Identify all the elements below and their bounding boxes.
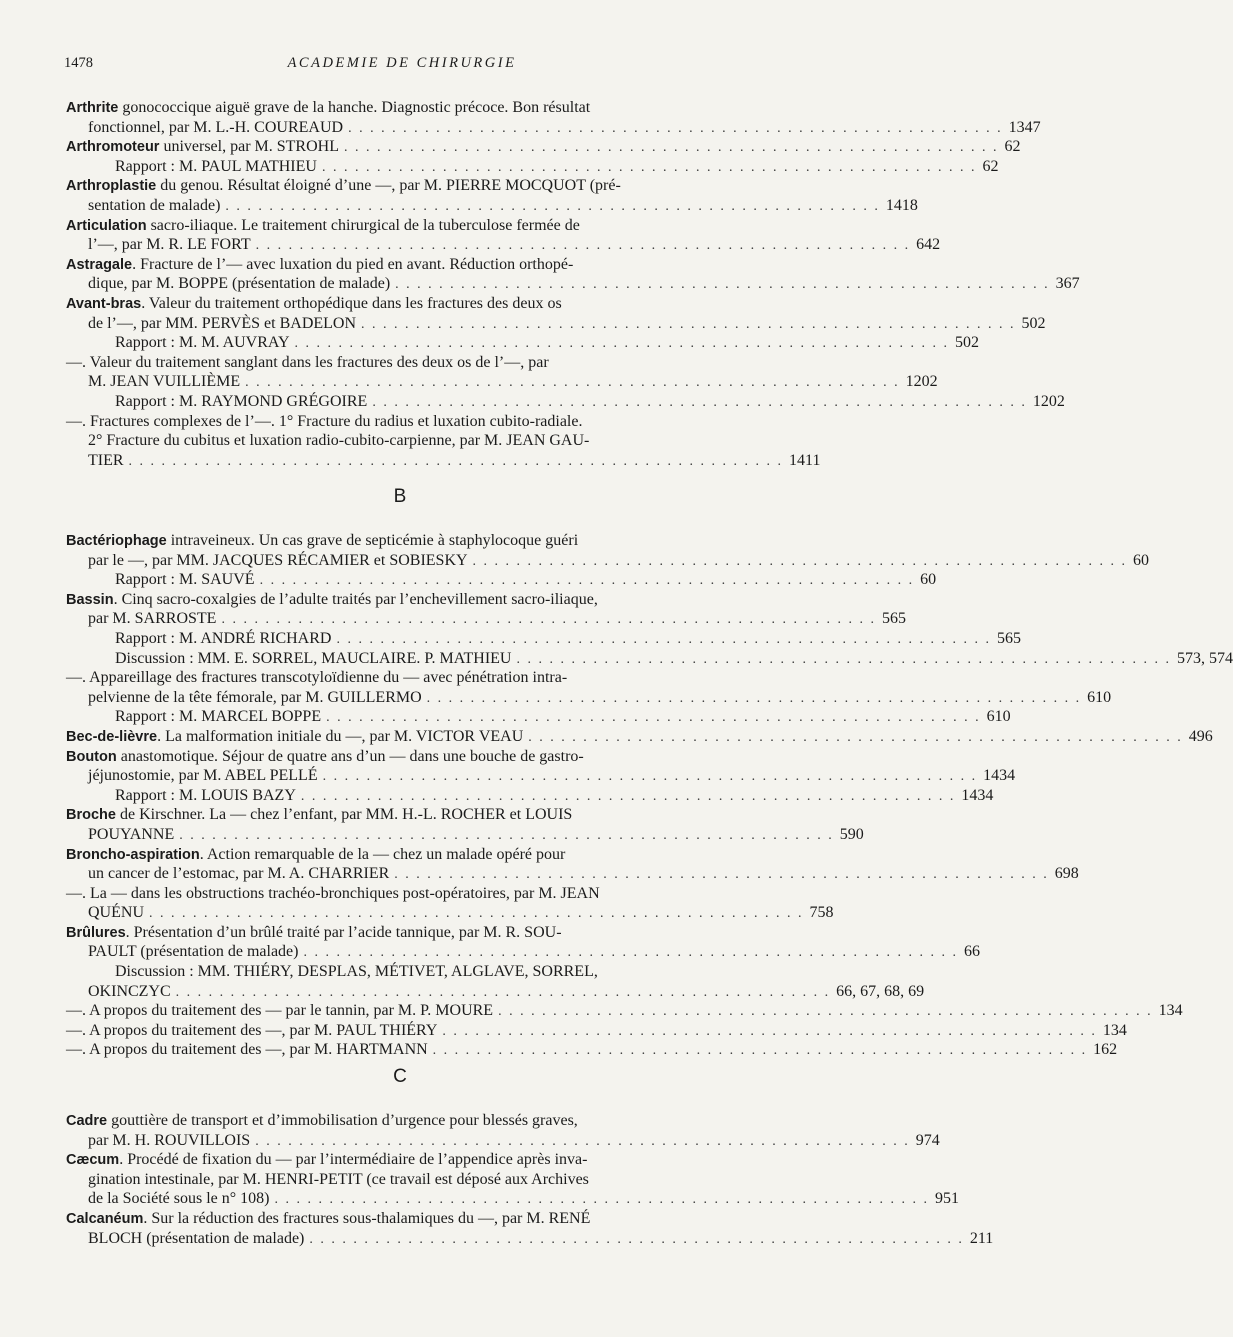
page-reference: 610 bbox=[1087, 688, 1112, 706]
page-reference: 1418 bbox=[885, 196, 918, 214]
entry-description: gonococcique aiguë grave de la hanche. Diagnostic précoce. Bon résultat bbox=[118, 99, 591, 116]
entry-text bbox=[88, 1229, 304, 1249]
entry-line bbox=[66, 766, 1016, 786]
dot-leader: . . . . . . . . . . . . . . . . . . . . . . . . . . . . . . . . . . . . . . . . . . . . . . . . . . . . . . . . . . . . bbox=[336, 631, 991, 647]
entry-line bbox=[66, 333, 980, 353]
entry-text bbox=[115, 570, 255, 590]
section-letter-c: C bbox=[393, 1066, 407, 1087]
dot-leader: . . . . . . . . . . . . . . . . . . . . . . . . . . . . . . . . . . . . . . . . . . . . . . . . . . . . . . . . . . . . bbox=[175, 984, 831, 1000]
entry-description: . Action remarquable de la — chez un malade opéré pour bbox=[199, 845, 566, 863]
entry-description: 2° Fracture du cubitus et luxation radio-cubito-carpienne, par M. JEAN GAU- bbox=[88, 432, 590, 450]
index-entry bbox=[66, 216, 941, 255]
page-reference: 496 bbox=[1188, 727, 1213, 745]
page-reference: 1434 bbox=[983, 767, 1016, 785]
index-entry bbox=[66, 747, 1016, 786]
entry-description: BLOCH (présentation de malade) bbox=[88, 1229, 305, 1247]
page-header bbox=[64, 55, 740, 75]
dot-leader: . . . . . . . . . . . . . . . . . . . . . . . . . . . . . . . . . . . . . . . . . . . . . . . . . . . . . . . . . . . . bbox=[372, 394, 1027, 410]
entry-text bbox=[66, 532, 578, 549]
index-section-b bbox=[66, 531, 1233, 1060]
entry-description: . Cinq sacro-coxalgies de l’adulte traités par l’enchevillement sacro-iliaque, bbox=[113, 590, 598, 608]
index-entry bbox=[66, 137, 1021, 157]
entry-description: Rapport : M. ANDRÉ RICHARD bbox=[115, 629, 332, 647]
entry-line bbox=[66, 372, 938, 392]
entry-description: Rapport : M. MARCEL BOPPE bbox=[115, 708, 322, 726]
entry-text bbox=[115, 707, 321, 727]
index-entry bbox=[66, 649, 1233, 669]
entry-text bbox=[66, 727, 523, 748]
entry-text bbox=[88, 942, 298, 962]
page-reference: 1411 bbox=[789, 451, 821, 469]
page-reference: 590 bbox=[839, 825, 864, 843]
entry-line bbox=[66, 825, 864, 845]
dot-leader: . . . . . . . . . . . . . . . . . . . . . . . . . . . . . . . . . . . . . . . . . . . . . . . . . . . . . . . . . . . . bbox=[294, 336, 950, 352]
dot-leader: . . . . . . . . . . . . . . . . . . . . . . . . . . . . . . . . . . . . . . . . . . . . . . . . . . . . . . . . . . . . bbox=[516, 651, 1171, 667]
dot-leader: . . . . . . . . . . . . . . . . . . . . . . . . . . . . . . . . . . . . . . . . . . . . . . . . . . . . . . . . . . . . bbox=[128, 453, 784, 469]
entry-keyword: Bouton bbox=[66, 748, 117, 765]
index-entry bbox=[66, 570, 937, 590]
dot-leader: . . . . . . . . . . . . . . . . . . . . . . . . . . . . . . . . . . . . . . . . . . . . . . . . . . . . . . . . . . . . bbox=[303, 945, 958, 961]
entry-keyword: Brûlures bbox=[66, 924, 126, 941]
page-reference: 565 bbox=[881, 610, 906, 628]
index-entry bbox=[66, 1209, 994, 1248]
entry-text bbox=[115, 629, 331, 649]
index-entry bbox=[66, 1150, 959, 1209]
index-entry bbox=[66, 727, 1213, 747]
entry-line bbox=[66, 431, 740, 451]
running-title: ACADEMIE DE CHIRURGIE bbox=[287, 55, 517, 71]
dot-leader: . . . . . . . . . . . . . . . . . . . . . . . . . . . . . . . . . . . . . . . . . . . . . . . . . . . . . . . . . . . . bbox=[426, 690, 1082, 706]
entry-text bbox=[88, 432, 589, 449]
dot-leader: . . . . . . . . . . . . . . . . . . . . . . . . . . . . . . . . . . . . . . . . . . . . . . . . . . . . . . . . . . . . bbox=[225, 198, 880, 214]
entry-line bbox=[66, 864, 1079, 884]
entry-description: universel, par M. STROHL bbox=[159, 138, 339, 156]
page-reference: 60 bbox=[1133, 551, 1150, 569]
entry-line bbox=[66, 274, 1080, 294]
entry-description: Discussion : MM. THIÉRY, DESPLAS, MÉTIVET, ALGLAVE, SORREL, bbox=[115, 963, 598, 981]
entry-keyword: Avant-bras bbox=[66, 295, 142, 312]
entry-line bbox=[66, 196, 918, 216]
entry-description: Rapport : M. SAUVÉ bbox=[115, 571, 255, 589]
page-reference: 62 bbox=[1004, 138, 1021, 156]
index-entry bbox=[66, 1001, 1183, 1021]
entry-line bbox=[66, 805, 740, 825]
page-reference: 951 bbox=[934, 1190, 959, 1208]
entry-text bbox=[88, 451, 124, 471]
dot-leader: . . . . . . . . . . . . . . . . . . . . . . . . . . . . . . . . . . . . . . . . . . . . . . . . . . . . . . . . . . . . bbox=[259, 573, 915, 589]
entry-keyword: Cadre bbox=[66, 1113, 108, 1129]
entry-text bbox=[88, 864, 389, 884]
entry-line bbox=[66, 1209, 740, 1229]
entry-line bbox=[66, 176, 740, 196]
page-reference: 60 bbox=[920, 571, 937, 589]
dot-leader: . . . . . . . . . . . . . . . . . . . . . . . . . . . . . . . . . . . . . . . . . . . . . . . . . . . . . . . . . . . . bbox=[395, 277, 1050, 293]
entry-line bbox=[66, 353, 740, 373]
entry-text bbox=[88, 982, 171, 1002]
dot-leader: . . . . . . . . . . . . . . . . . . . . . . . . . . . . . . . . . . . . . . . . . . . . . . . . . . . . . . . . . . . . bbox=[322, 769, 978, 785]
entry-description: . Valeur du traitement orthopédique dans les fractures des deux os bbox=[141, 294, 562, 312]
entry-text bbox=[88, 1189, 269, 1209]
entry-description: Discussion : MM. E. SORREL, MAUCLAIRE. P. MATHIEU bbox=[115, 649, 512, 667]
entry-description: dique, par M. BOPPE (présentation de malade) bbox=[88, 275, 391, 293]
entry-description: —. La — dans les obstructions trachéo-bronchiques post-opératoires, par M. JEAN bbox=[66, 884, 600, 902]
entry-line bbox=[66, 1040, 1118, 1060]
entry-keyword: Arthroplastie bbox=[66, 178, 157, 195]
entry-keyword: Bec-de-lièvre bbox=[66, 728, 158, 745]
index-entry bbox=[66, 1040, 1118, 1060]
entry-line bbox=[66, 551, 1150, 571]
index-entry bbox=[66, 668, 1112, 707]
entry-line bbox=[66, 451, 821, 471]
dot-leader: . . . . . . . . . . . . . . . . . . . . . . . . . . . . . . . . . . . . . . . . . . . . . . . . . . . . . . . . . . . . bbox=[149, 906, 804, 922]
entry-text bbox=[88, 1171, 589, 1188]
section-letter-b: B bbox=[393, 486, 407, 507]
entry-text bbox=[66, 1040, 428, 1060]
entry-keyword: Astragale bbox=[66, 256, 133, 273]
entry-line bbox=[66, 1150, 740, 1170]
entry-description: un cancer de l’estomac, par M. A. CHARRIER bbox=[88, 865, 390, 883]
entry-description: —. Fractures complexes de l’—. 1° Fracture du radius et luxation cubito-radiale. bbox=[66, 412, 583, 430]
entry-line bbox=[66, 531, 740, 551]
index-entry bbox=[66, 629, 1021, 649]
entry-line bbox=[66, 982, 925, 1002]
entry-text bbox=[66, 1210, 590, 1227]
entry-text bbox=[66, 1001, 493, 1021]
entry-text bbox=[66, 748, 584, 765]
entry-line bbox=[66, 412, 740, 432]
entry-description: sentation de malade) bbox=[88, 196, 221, 214]
entry-text bbox=[66, 177, 621, 194]
index-entry bbox=[66, 805, 864, 844]
entry-description: . Présentation d’un brûlé traité par l’acide tannique, par M. R. SOU- bbox=[125, 923, 562, 941]
dot-leader: . . . . . . . . . . . . . . . . . . . . . . . . . . . . . . . . . . . . . . . . . . . . . . . . . . . . . . . . . . . . bbox=[343, 140, 999, 156]
entry-text bbox=[66, 256, 573, 273]
entry-line bbox=[66, 707, 1011, 727]
entry-line bbox=[66, 727, 1213, 747]
entry-description: sacro-iliaque. Le traitement chirurgical de la tuberculose fermée de bbox=[146, 216, 580, 234]
dot-leader: . . . . . . . . . . . . . . . . . . . . . . . . . . . . . . . . . . . . . . . . . . . . . . . . . . . . . . . . . . . . bbox=[179, 827, 834, 843]
entry-line bbox=[66, 1131, 940, 1151]
entry-text bbox=[66, 924, 562, 941]
page-reference: 642 bbox=[916, 236, 941, 254]
entry-text bbox=[88, 372, 240, 392]
dot-leader: . . . . . . . . . . . . . . . . . . . . . . . . . . . . . . . . . . . . . . . . . . . . . . . . . . . . . . . . . . . . bbox=[348, 120, 1003, 136]
dot-leader: . . . . . . . . . . . . . . . . . . . . . . . . . . . . . . . . . . . . . . . . . . . . . . . . . . . . . . . . . . . . bbox=[309, 1231, 964, 1247]
entry-description: Rapport : M. M. AUVRAY bbox=[115, 334, 290, 352]
index-entry bbox=[66, 255, 1080, 294]
entry-description: . Procédé de fixation du — par l’intermédiaire de l’appendice après inva- bbox=[119, 1151, 588, 1169]
page-reference: 1347 bbox=[1008, 118, 1041, 136]
entry-line bbox=[66, 649, 1233, 669]
entry-text bbox=[88, 196, 220, 216]
entry-text bbox=[66, 806, 572, 823]
entry-description: —. Valeur du traitement sanglant dans les fractures des deux os de l’—, par bbox=[66, 353, 549, 371]
entry-line bbox=[66, 235, 941, 255]
entry-keyword: Arthrite bbox=[66, 100, 119, 116]
entry-description: de Kirschner. La — chez l’enfant, par MM. H.-L. ROCHER et LOUIS bbox=[115, 806, 573, 824]
page-number: 1478 bbox=[64, 55, 93, 71]
entry-line bbox=[66, 688, 1112, 708]
entry-description: jéjunostomie, par M. ABEL PELLÉ bbox=[88, 767, 318, 785]
entry-text bbox=[88, 609, 216, 629]
index-entry bbox=[66, 392, 1065, 412]
entry-description: par le —, par MM. JACQUES RÉCAMIER et SOBIESKY bbox=[88, 551, 468, 569]
page-reference: 698 bbox=[1054, 865, 1079, 883]
page-reference: 502 bbox=[1021, 314, 1046, 332]
entry-description: —. A propos du traitement des —, par M. HARTMANN bbox=[66, 1041, 428, 1059]
entry-text bbox=[66, 1151, 587, 1168]
entry-line bbox=[66, 137, 1021, 157]
entry-description: POUYANNE bbox=[88, 825, 175, 843]
entry-text bbox=[88, 551, 468, 571]
entry-text bbox=[66, 413, 582, 430]
page-reference: 1202 bbox=[1032, 392, 1065, 410]
entry-description: fonctionnel, par M. L.-H. COUREAUD bbox=[88, 118, 344, 136]
entry-description: Rapport : M. PAUL MATHIEU bbox=[115, 157, 317, 175]
entry-text bbox=[66, 137, 339, 158]
index-entry bbox=[66, 412, 821, 471]
entry-line bbox=[66, 1001, 1183, 1021]
entry-line bbox=[66, 609, 906, 629]
entry-line bbox=[66, 1021, 1127, 1041]
entry-description: OKINCZYC bbox=[88, 982, 171, 1000]
page-reference: 134 bbox=[1158, 1002, 1183, 1020]
entry-text bbox=[88, 766, 318, 786]
entry-line bbox=[66, 314, 1046, 334]
page-reference: 162 bbox=[1093, 1041, 1118, 1059]
index-section-c bbox=[66, 1111, 994, 1248]
entry-description: de la Société sous le n° 108) bbox=[88, 1190, 270, 1208]
entry-description: par M. SARROSTE bbox=[88, 610, 217, 628]
page-reference: 211 bbox=[969, 1229, 994, 1247]
entry-text bbox=[115, 786, 296, 806]
index-section-a bbox=[66, 98, 1080, 470]
dot-leader: . . . . . . . . . . . . . . . . . . . . . . . . . . . . . . . . . . . . . . . . . . . . . . . . . . . . . . . . . . . . bbox=[255, 238, 911, 254]
entry-line bbox=[66, 590, 740, 610]
index-entry bbox=[66, 845, 1079, 884]
entry-text bbox=[115, 157, 317, 177]
entry-text bbox=[88, 1131, 250, 1151]
entry-text bbox=[66, 1112, 578, 1129]
entry-text bbox=[115, 649, 511, 669]
entry-description: anastomotique. Séjour de quatre ans d’un — dans une bouche de gastro- bbox=[116, 747, 584, 765]
entry-text bbox=[115, 333, 290, 353]
index-entry bbox=[66, 923, 980, 962]
entry-line bbox=[66, 668, 740, 688]
dot-leader: . . . . . . . . . . . . . . . . . . . . . . . . . . . . . . . . . . . . . . . . . . . . . . . . . . . . . . . . . . . . bbox=[432, 1043, 1088, 1059]
page-reference: 1202 bbox=[905, 373, 938, 391]
entry-text bbox=[66, 99, 590, 116]
dot-leader: . . . . . . . . . . . . . . . . . . . . . . . . . . . . . . . . . . . . . . . . . . . . . . . . . . . . . . . . . . . . bbox=[498, 1004, 1153, 1020]
index-entry bbox=[66, 333, 980, 353]
entry-description: par M. H. ROUVILLOIS bbox=[88, 1131, 251, 1149]
index-entry bbox=[66, 786, 994, 806]
entry-description: QUÉNU bbox=[88, 904, 144, 922]
dot-leader: . . . . . . . . . . . . . . . . . . . . . . . . . . . . . . . . . . . . . . . . . . . . . . . . . . . . . . . . . . . . bbox=[321, 159, 977, 175]
entry-line bbox=[66, 1111, 740, 1131]
entry-text bbox=[88, 903, 144, 923]
entry-description: intraveineux. Un cas grave de septicémie à staphylocoque guéri bbox=[166, 532, 579, 549]
entry-line bbox=[66, 216, 740, 236]
entry-keyword: Articulation bbox=[66, 217, 147, 234]
entry-line bbox=[66, 1189, 959, 1209]
index-entry bbox=[66, 962, 925, 1001]
dot-leader: . . . . . . . . . . . . . . . . . . . . . . . . . . . . . . . . . . . . . . . . . . . . . . . . . . . . . . . . . . . . bbox=[528, 729, 1183, 745]
dot-leader: . . . . . . . . . . . . . . . . . . . . . . . . . . . . . . . . . . . . . . . . . . . . . . . . . . . . . . . . . . . . bbox=[274, 1192, 929, 1208]
page-reference: 134 bbox=[1102, 1021, 1127, 1039]
entry-text bbox=[88, 314, 356, 334]
entry-description: l’—, par M. R. LE FORT bbox=[88, 236, 251, 254]
dot-leader: . . . . . . . . . . . . . . . . . . . . . . . . . . . . . . . . . . . . . . . . . . . . . . . . . . . . . . . . . . . . bbox=[472, 553, 1128, 569]
entry-text bbox=[66, 217, 580, 234]
entry-line bbox=[66, 923, 740, 943]
entry-text bbox=[115, 963, 598, 980]
page-reference: 573, 574 bbox=[1176, 649, 1233, 667]
entry-description: —. A propos du traitement des —, par M. PAUL THIÉRY bbox=[66, 1021, 438, 1039]
page-reference: 66, 67, 68, 69 bbox=[836, 982, 925, 1000]
entry-text bbox=[66, 295, 562, 312]
entry-text bbox=[66, 591, 598, 608]
entry-line bbox=[66, 903, 834, 923]
entry-keyword: Bactériophage bbox=[66, 533, 167, 549]
entry-description: du genou. Résultat éloigné d’une —, par M. PIERRE MOCQUOT (pré- bbox=[156, 177, 621, 195]
entry-description: gination intestinale, par M. HENRI-PETIT (ce travail est déposé aux Archives bbox=[88, 1170, 589, 1188]
entry-line bbox=[66, 942, 980, 962]
dot-leader: . . . . . . . . . . . . . . . . . . . . . . . . . . . . . . . . . . . . . . . . . . . . . . . . . . . . . . . . . . . . bbox=[255, 1133, 910, 1149]
index-entry bbox=[66, 1021, 1127, 1041]
entry-text bbox=[66, 354, 549, 371]
dot-leader: . . . . . . . . . . . . . . . . . . . . . . . . . . . . . . . . . . . . . . . . . . . . . . . . . . . . . . . . . . . . bbox=[300, 788, 956, 804]
entry-line bbox=[66, 629, 1021, 649]
dot-leader: . . . . . . . . . . . . . . . . . . . . . . . . . . . . . . . . . . . . . . . . . . . . . . . . . . . . . . . . . . . . bbox=[361, 316, 1016, 332]
index-entry bbox=[66, 353, 938, 392]
entry-text bbox=[66, 885, 600, 902]
entry-text bbox=[88, 688, 422, 708]
page-reference: 758 bbox=[809, 904, 834, 922]
entry-description: TIER bbox=[88, 451, 124, 469]
index-entry bbox=[66, 157, 999, 177]
page-reference: 974 bbox=[915, 1131, 940, 1149]
entry-line bbox=[66, 392, 1065, 412]
dot-leader: . . . . . . . . . . . . . . . . . . . . . . . . . . . . . . . . . . . . . . . . . . . . . . . . . . . . . . . . . . . . bbox=[245, 375, 900, 391]
index-entry bbox=[66, 294, 1046, 333]
entry-line bbox=[66, 962, 740, 982]
page-reference: 502 bbox=[955, 334, 980, 352]
entry-keyword: Bassin bbox=[66, 591, 114, 608]
entry-keyword: Arthromoteur bbox=[66, 139, 160, 156]
entry-line bbox=[66, 98, 740, 118]
entry-line bbox=[66, 786, 994, 806]
entry-text bbox=[88, 118, 343, 138]
entry-text bbox=[88, 274, 390, 294]
page-reference: 565 bbox=[996, 629, 1021, 647]
page-reference: 62 bbox=[982, 157, 999, 175]
entry-description: —. Appareillage des fractures transcotyloïdienne du — avec pénétration intra- bbox=[66, 669, 568, 687]
entry-description: pelvienne de la tête fémorale, par M. GUILLERMO bbox=[88, 688, 422, 706]
entry-line bbox=[66, 157, 999, 177]
page-reference: 610 bbox=[986, 708, 1011, 726]
page-reference: 66 bbox=[963, 943, 980, 961]
entry-line bbox=[66, 570, 937, 590]
entry-line bbox=[66, 118, 1041, 138]
entry-description: . Fracture de l’— avec luxation du pied en avant. Réduction orthopé- bbox=[132, 255, 574, 273]
dot-leader: . . . . . . . . . . . . . . . . . . . . . . . . . . . . . . . . . . . . . . . . . . . . . . . . . . . . . . . . . . . . bbox=[326, 710, 981, 726]
dot-leader: . . . . . . . . . . . . . . . . . . . . . . . . . . . . . . . . . . . . . . . . . . . . . . . . . . . . . . . . . . . . bbox=[442, 1023, 1097, 1039]
entry-keyword: Broncho-aspiration bbox=[66, 846, 200, 863]
entry-line bbox=[66, 1170, 740, 1190]
entry-line bbox=[66, 884, 740, 904]
index-entry bbox=[66, 1111, 940, 1150]
entry-description: Rapport : M. RAYMOND GRÉGOIRE bbox=[115, 392, 368, 410]
entry-description: M. JEAN VUILLIÈME bbox=[88, 373, 241, 391]
entry-description: . La malformation initiale du —, par M. VICTOR VEAU bbox=[157, 727, 524, 745]
entry-line bbox=[66, 294, 740, 314]
page-reference: 1434 bbox=[961, 786, 994, 804]
entry-line bbox=[66, 845, 740, 865]
index-entry bbox=[66, 590, 906, 629]
entry-line bbox=[66, 1229, 994, 1249]
index-entry bbox=[66, 884, 834, 923]
entry-keyword: Cæcum bbox=[66, 1152, 120, 1169]
entry-text bbox=[88, 825, 174, 845]
entry-description: PAULT (présentation de malade) bbox=[88, 943, 299, 961]
entry-text bbox=[66, 846, 565, 863]
entry-line bbox=[66, 255, 740, 275]
entry-keyword: Calcanéum bbox=[66, 1210, 144, 1227]
entry-keyword: Broche bbox=[66, 807, 116, 824]
entry-text bbox=[66, 669, 567, 686]
entry-description: gouttière de transport et d’immobilisation d’urgence pour blessés graves, bbox=[107, 1112, 578, 1129]
entry-description: . Sur la réduction des fractures sous-thalamiques du —, par M. RENÉ bbox=[143, 1209, 591, 1227]
entry-description: de l’—, par MM. PERVÈS et BADELON bbox=[88, 314, 357, 332]
page-reference: 367 bbox=[1055, 275, 1080, 293]
index-entry bbox=[66, 707, 1011, 727]
entry-text bbox=[115, 392, 367, 412]
index-entry bbox=[66, 176, 918, 215]
dot-leader: . . . . . . . . . . . . . . . . . . . . . . . . . . . . . . . . . . . . . . . . . . . . . . . . . . . . . . . . . . . . bbox=[221, 612, 876, 628]
entry-description: Rapport : M. LOUIS BAZY bbox=[115, 786, 296, 804]
entry-text bbox=[66, 1021, 437, 1041]
dot-leader: . . . . . . . . . . . . . . . . . . . . . . . . . . . . . . . . . . . . . . . . . . . . . . . . . . . . . . . . . . . . bbox=[394, 867, 1049, 883]
entry-text bbox=[88, 235, 251, 255]
entry-description: —. A propos du traitement des — par le tannin, par M. P. MOURE bbox=[66, 1002, 494, 1020]
entry-line bbox=[66, 747, 740, 767]
index-entry bbox=[66, 531, 1150, 570]
index-entry bbox=[66, 98, 1041, 137]
